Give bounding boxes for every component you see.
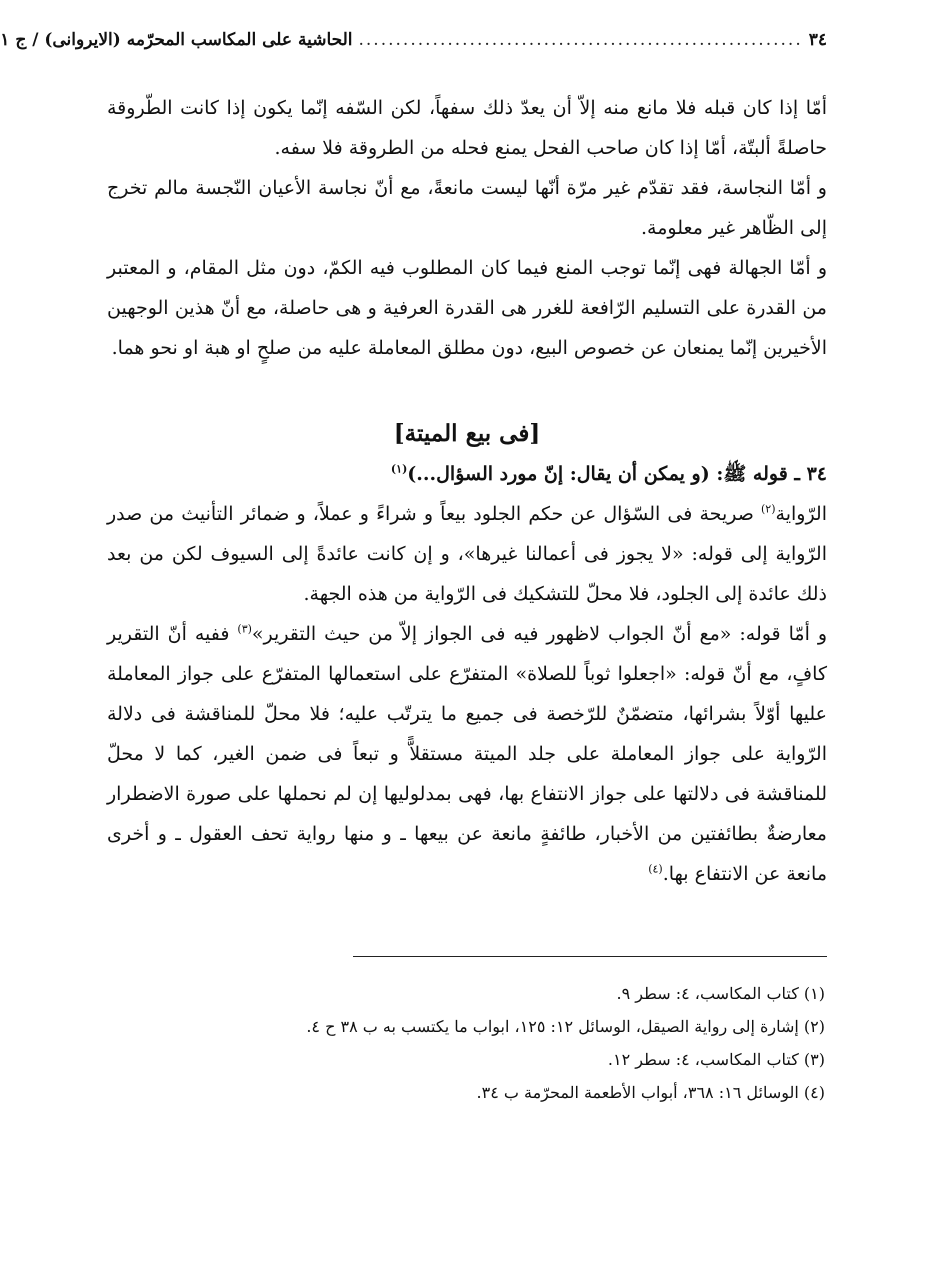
- item-heading: [107, 454, 827, 494]
- footnote-1: (١) كتاب المكاسب، ٤: سطر ٩.: [616, 984, 825, 1003]
- paragraph-qawl-start: و أمّا قوله: «مع أنّ الجواب لاظهور فيه فى الجواز إلاّ من حيث التقرير»: [251, 623, 827, 645]
- footnote-4: (٤) الوسائل ١٦: ٣٦٨، أبواب الأطعمة المحرّمة ب ٣٤.: [476, 1083, 825, 1102]
- footnote-divider-wrap: [107, 894, 827, 957]
- item-heading-text: ٣٤ ـ قوله ﷺ: (و يمكن أن يقال: إنّ مورد السؤال...): [407, 463, 827, 485]
- footnote-divider: [353, 956, 827, 957]
- footnotes: [107, 977, 827, 1109]
- paragraph-3: و أمّا الجهالة فهى إنّما توجب المنع فيما كان المطلوب فيه الكمّ، دون مثل المقام، و المعتبر من القدرة على التسليم الرّافعة للغرر هى القدرة العرفية و هى حاصلة، مع أنّ هذين الوجهين الأخيرين إنّما يمنعان عن خصوص البيع، دون مطلق المعاملة عليه من صلحٍ او هبة او نحو هما.: [107, 257, 827, 359]
- paragraph-2: و أمّا النجاسة، فقد تقدّم غير مرّة أنّها ليست مانعةً، مع أنّ نجاسة الأعيان النّجسة مالم تخرج إلى الظّاهر غير معلومة.: [107, 177, 827, 239]
- running-header: [0, 30, 827, 60]
- header-title: الحاشية على المكاسب المحرّمه (الايروانى) / ج ١: [0, 30, 353, 50]
- footnote-2: (٢) إشارة إلى رواية الصيقل، الوسائل ١٢: ١٢٥، ابواب ما يكتسب به ب ٣٨ ح ٤.: [306, 1017, 825, 1036]
- page-number: ٣٤: [808, 30, 827, 50]
- paragraph-riwaya-start: الرّواية: [775, 503, 827, 525]
- paragraph-qawl-middle: ففيه أنّ التقرير كافٍ، مع أنّ قوله: «اجعلوا ثوباً للصلاة» المتفرّع على استعمالها المتفرّع على جواز المعاملة عليها أوّلاً بشرائها، متضمّنٌ للرّخصة فى جميع ما يترتّب عليه؛ فلا محلّ للمناقشة فى دلالة الرّواية على جواز المعاملة على جلد الميتة مستقلاًّ و تبعاً فى ضمن الغير، كما لا محلّ للمناقشة فى دلالتها على جواز الانتفاع بها، فهى بمدلوليها إن لم نحملها على صورة الاضطرار معارضةٌ بطائفتين من الأخبار، طائفةٍ مانعة عن بيعها ـ و منها رواية تحف العقول ـ و أخرى مانعة عن الانتفاع بها.: [107, 623, 827, 885]
- paragraph-1: أمّا إذا كان قبله فلا مانع منه إلاّ أن يعدّ ذلك سفهاً، لكن السّفه إنّما يكون إذا كانت الطّروقة حاصلةً ألبتّة، أمّا إذا كان صاحب الفحل يمنع فحله من الطروقة فلا سفه.: [107, 97, 827, 159]
- section-title: [فى بيع الميتة]: [393, 420, 541, 447]
- main-text: [107, 88, 827, 894]
- footnote-ref-1: (١): [390, 462, 408, 476]
- paragraph-riwaya-rest: صريحة فى السّؤال عن حكم الجلود بيعاً و شراءً و عملاً، و ضمائر التأنيث من صدر الرّواية إلى قوله: «لا يجوز فى أعمالنا غيرها»، و إن كانت عائدةً إلى السيوف لكن من بعد ذلك عائدة إلى الجلود، فلا محلّ للتشكيك فى الرّواية من هذه الجهة.: [107, 503, 827, 605]
- paragraph-riwaya: [107, 494, 827, 614]
- header-leader-dots: ............................................................: [358, 30, 803, 50]
- footnote-ref-4: (٤): [648, 862, 663, 876]
- footnote-ref-2: (٢): [761, 502, 776, 516]
- paragraph-qawl: [107, 614, 827, 894]
- footnote-ref-3: (٣): [237, 622, 252, 636]
- book-page: [0, 30, 827, 1109]
- footnote-3: (٣) كتاب المكاسب، ٤: سطر ١٢.: [607, 1050, 825, 1069]
